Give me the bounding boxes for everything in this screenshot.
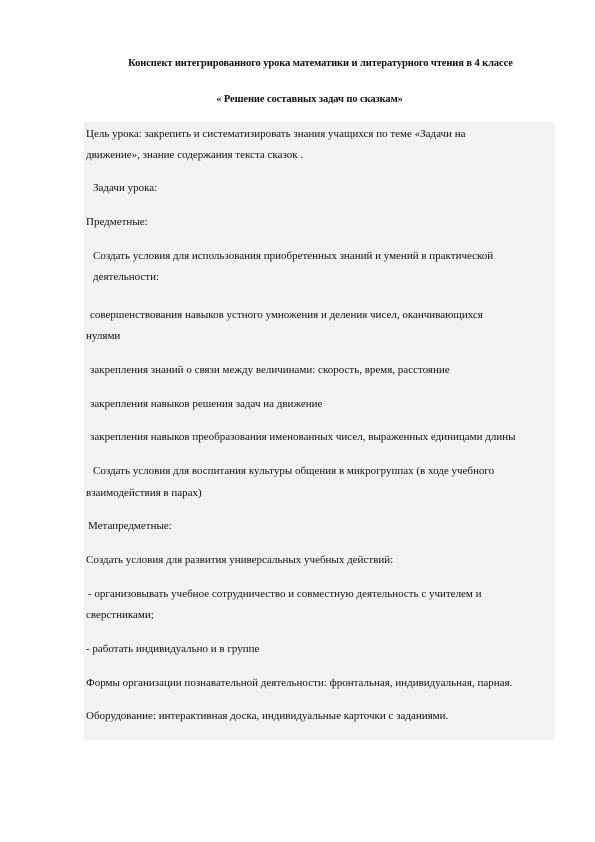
subject-heading: Предметные: bbox=[86, 216, 148, 228]
document-title: Конспект интегрированного урока математики и литературного чтения в 4 классе bbox=[128, 58, 513, 69]
subject-item-5: закрепления навыков преобразования именованных чисел, выраженных единицами длины bbox=[90, 431, 516, 443]
meta-item-1: Создать условия для развития универсальных учебных действий: bbox=[86, 554, 394, 566]
equipment-line: Оборудование: интерактивная доска, индивидуальные карточки с заданиями. bbox=[86, 710, 449, 722]
meta-heading: Метапредметные: bbox=[88, 520, 172, 532]
subject-item-4: закрепления навыков решения задач на движение bbox=[90, 398, 323, 410]
subject-item-3: закрепления знаний о связи между величинами: скорость, время, расстояние bbox=[90, 364, 450, 376]
goal-line-2: движение», знание содержания текста сказок . bbox=[86, 149, 304, 161]
tasks-heading: Задачи урока: bbox=[93, 182, 158, 194]
meta-item-3: - работать индивидуально и в группе bbox=[86, 643, 260, 655]
meta-item-2: - организовывать учебное сотрудничество и совместную деятельность с учителем и bbox=[88, 588, 482, 600]
subject-item-2-cont: нулями bbox=[86, 330, 121, 342]
subject-item-6: Создать условия для воспитания культуры общения в микрогруппах (в ходе учебного bbox=[93, 465, 495, 477]
document-subtitle: « Решение составных задач по сказкам» bbox=[216, 94, 403, 105]
goal-line-1: Цель урока: закрепить и систематизировать знания учащихся по теме «Задачи на bbox=[86, 128, 466, 140]
subject-item-6-cont: взаимодействия в парах) bbox=[86, 487, 202, 499]
subject-item-1: Создать условия для использования приобретенных знаний и умений в практической bbox=[93, 250, 494, 262]
forms-line: Формы организации познавательной деятельности: фронтальная, индивидуальная, парная. bbox=[86, 677, 513, 689]
subject-item-1-cont: деятельности: bbox=[93, 271, 160, 283]
subject-item-2: совершенствования навыков устного умножения и деления чисел, оканчивающихся bbox=[90, 309, 483, 321]
meta-item-2-cont: сверстниками; bbox=[86, 609, 154, 621]
